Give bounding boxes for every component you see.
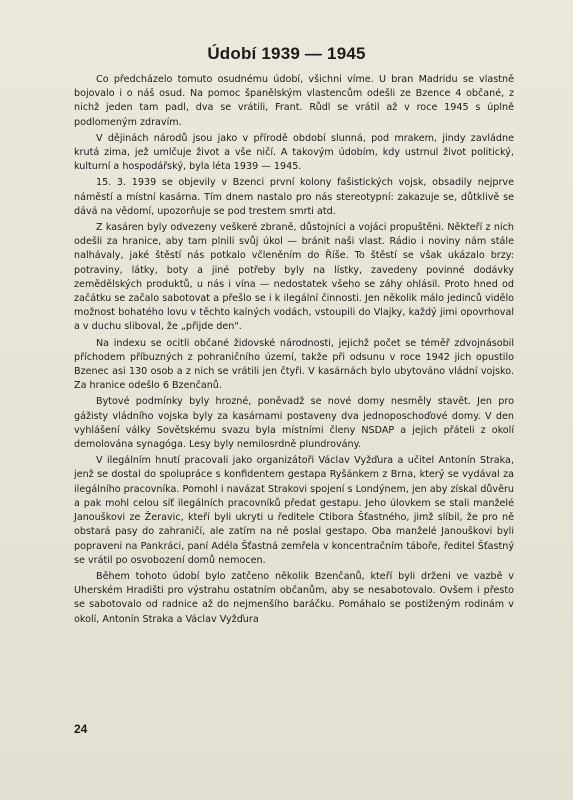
paragraph: Bytové podmínky byly hrozné, poněvadž se nové domy nesměly stavět. Jen pro gážisty vládního vojska byly za kasárnami postaveny dva jednoposchoďové domy. V den vyhlášení války Sovětskému svazu byla místními členy NSDAP a jejich přáteli z okolí demolována synagóga. Lesy byly nemilosrdně plundrovány. bbox=[74, 396, 514, 451]
article-body bbox=[74, 73, 514, 629]
paragraph: Z kasáren byly odvezeny veškeré zbraně, důstojníci a vojáci propuštěni. Někteří z nich odešli za hranice, aby tam plnili svůj úkol — bránit naši vlast. Rádio i noviny nám stále nalhávaly, jaké štěstí nás potkalo včleněním do Říše. To štěstí se však ukázalo brzy: potraviny, látky, boty a jiné potřeby byly na lístky, zavedeny povinné dodávky zemědělských produktů, u nás i vína — nedostatek všeho se záhy ohlásil. Proto hned od začátku se začalo sabotovat a přešlo se i k ilegální činnosti. Jen několik málo jedinců vidělo možnost bohatého lovu v těchto kalných vodách, vstoupili do Vlajky, každý jimi opovrhoval a v duchu sliboval, že „přijde den". bbox=[74, 222, 514, 333]
paragraph: V ilegálním hnutí pracovali jako organizátoři Václav Vyžďura a učitel Antonín Straka, jenž se dostal do spolupráce s konfidentem gestapa Ryšánkem z Brna, který se vydával za ilegálního pracovníka. Pomohl i navázat Strakovi spojení s Londýnem, jen aby získal důvěru a pak mohl celou síť ilegálních pracovníků předat gestapu. Jeho úlovkem se stali manželé Janouškovi ze Žeravic, kteří byli ukryti u ředitele Ctibora Šťastného, jimž slíbil, že pro ně obstará pasy do zahraničí, ale zatím na ně poslal gestapo. Oba manželé Janouškovi byli popraveni na Pankráci, paní Adéla Šťastná zemřela v koncentračním táboře, ředitel Šťastný se vrátil po osvobození domů nemocen. bbox=[74, 455, 514, 566]
paragraph: Co předcházelo tomuto osudnému údobí, všichni víme. U bran Madridu se vlastně bojovalo i o náš osud. Na pomoc španělským vlastencům odešli ze Bzence 4 občané, z nichž jeden tam padl, dva se vrátili, Frant. Růdl se vrátil až v roce 1945 s úplně podlomeným zdravím. bbox=[74, 74, 514, 128]
paragraph: Během tohoto údobí bylo zatčeno několik Bzenčanů, kteří byli drženi ve vazbě v Uherském Hradišti pro výstrahu ostatním občanům, aby se nesabotovalo. Ovšem i přesto se sabotovalo od radnice až do nejmenšího baráčku. Pomáhalo se postiženým rodinám v okolí, Antonín Straka a Václav Vyžďura bbox=[74, 570, 514, 625]
paragraph: 15. 3. 1939 se objevily v Bzenci první kolony fašistických vojsk, obsadily nejprve náměstí a místní kasárna. Tím dnem nastalo pro nás stereotypní: zakazuje se, důtklivě se dává na vědomí, upozorňuje se pod trestem smrti atd. bbox=[74, 177, 514, 217]
page-title: Údobí 1939 — 1945 bbox=[207, 44, 366, 63]
page-number: 24 bbox=[74, 722, 88, 736]
paragraph: V dějinách národů jsou jako v přírodě období slunná, pod mrakem, jindy zavládne krutá zima, jež umlčuje život a vše ničí. A takovým údobím, kdy ustrnul život politický, kulturní a hospodářský, byla léta 1939 — 1945. bbox=[74, 132, 514, 173]
paragraph: Na indexu se ocitli občané židovské národnosti, jejichž počet se téměř zdvojnásobil příchodem příbuzných z pohraničního území, takže při odsunu v roce 1942 jich opustilo Bzenec asi 130 osob a z nich se vrátili jen čtyři. V kasárnách bylo ubytováno vládní vojsko. Za hranice odešlo 6 Bzenčanů. bbox=[74, 337, 514, 392]
